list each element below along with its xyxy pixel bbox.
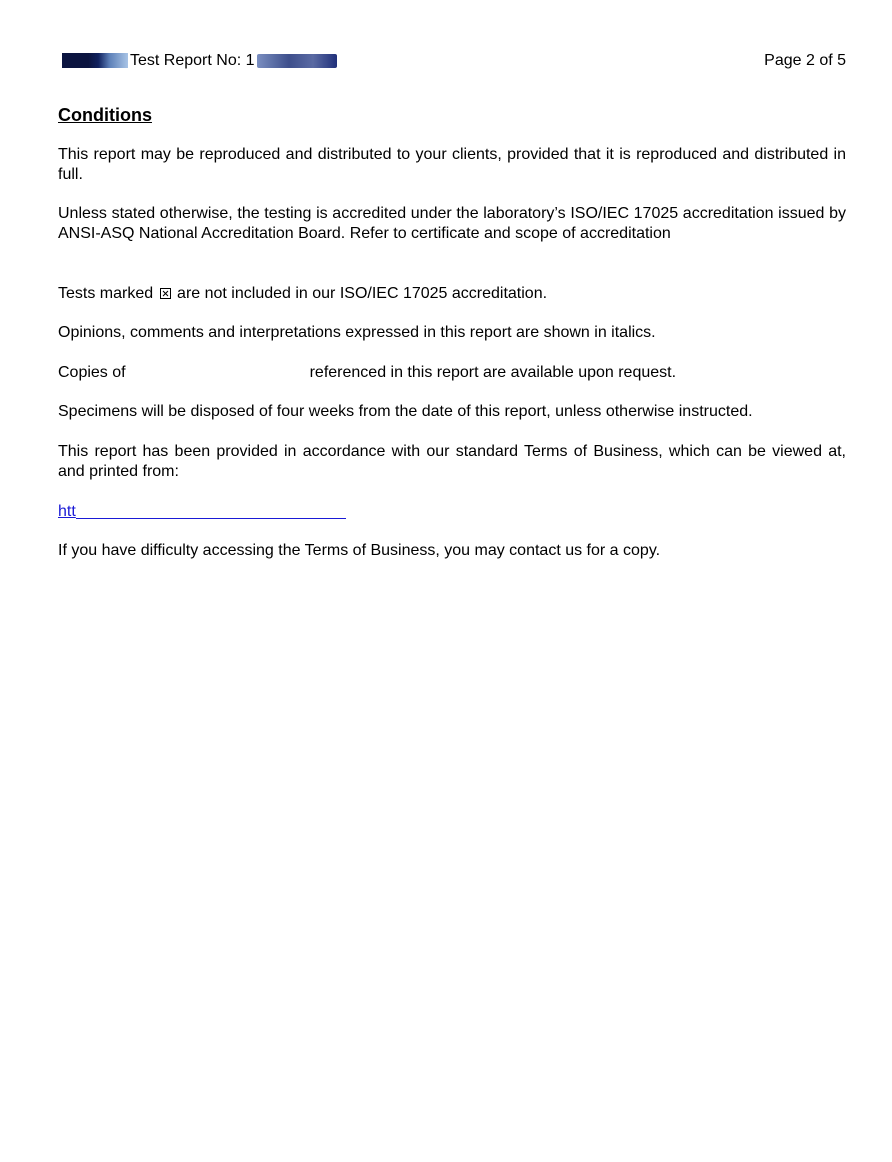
redacted-logo xyxy=(62,53,128,68)
redacted-report-number xyxy=(257,54,337,68)
paragraph-specimens: Specimens will be disposed of four weeks from the date of this report, unless otherwise instructed. xyxy=(58,403,753,420)
section-title: Conditions xyxy=(58,105,152,125)
page-number: Page 2 of 5 xyxy=(764,52,846,69)
paragraph-copies xyxy=(58,363,846,383)
terms-link-text[interactable]: htt xyxy=(58,503,76,520)
page-header xyxy=(58,51,846,73)
redacted-text xyxy=(126,366,310,380)
copies-text-after: referenced in this report are available upon request. xyxy=(309,364,677,381)
terms-of-business-link[interactable] xyxy=(58,502,346,522)
report-number-label: Test Report No: 1 xyxy=(130,52,255,69)
paragraph-tests-marked xyxy=(58,284,846,304)
header-left xyxy=(58,51,337,71)
crossed-box-icon xyxy=(160,288,171,299)
paragraph-reproduction: This report may be reproduced and distributed to your clients, provided that it is reproduced and distributed in full. xyxy=(58,146,846,183)
paragraph-opinions: Opinions, comments and interpretations expressed in this report are shown in italics. xyxy=(58,324,656,341)
tests-marked-text-before: Tests marked xyxy=(58,285,154,302)
tests-marked-text-after: are not included in our ISO/IEC 17025 accreditation. xyxy=(177,285,548,302)
paragraph-contact: If you have difficulty accessing the Terms of Business, you may contact us for a copy. xyxy=(58,542,661,559)
paragraph-terms: This report has been provided in accordance with our standard Terms of Business, which can be viewed at, and printed from: xyxy=(58,443,846,480)
accreditation-text: Unless stated otherwise, the testing is accredited under the laboratory’s ISO/IEC 17025 accreditation issued by ANSI-ASQ National Accreditation Board. Refer to certificate and scope of accreditation xyxy=(58,205,846,242)
copies-text-before: Copies of xyxy=(58,364,126,381)
redacted-url xyxy=(76,502,346,519)
paragraph-accreditation xyxy=(58,204,846,244)
